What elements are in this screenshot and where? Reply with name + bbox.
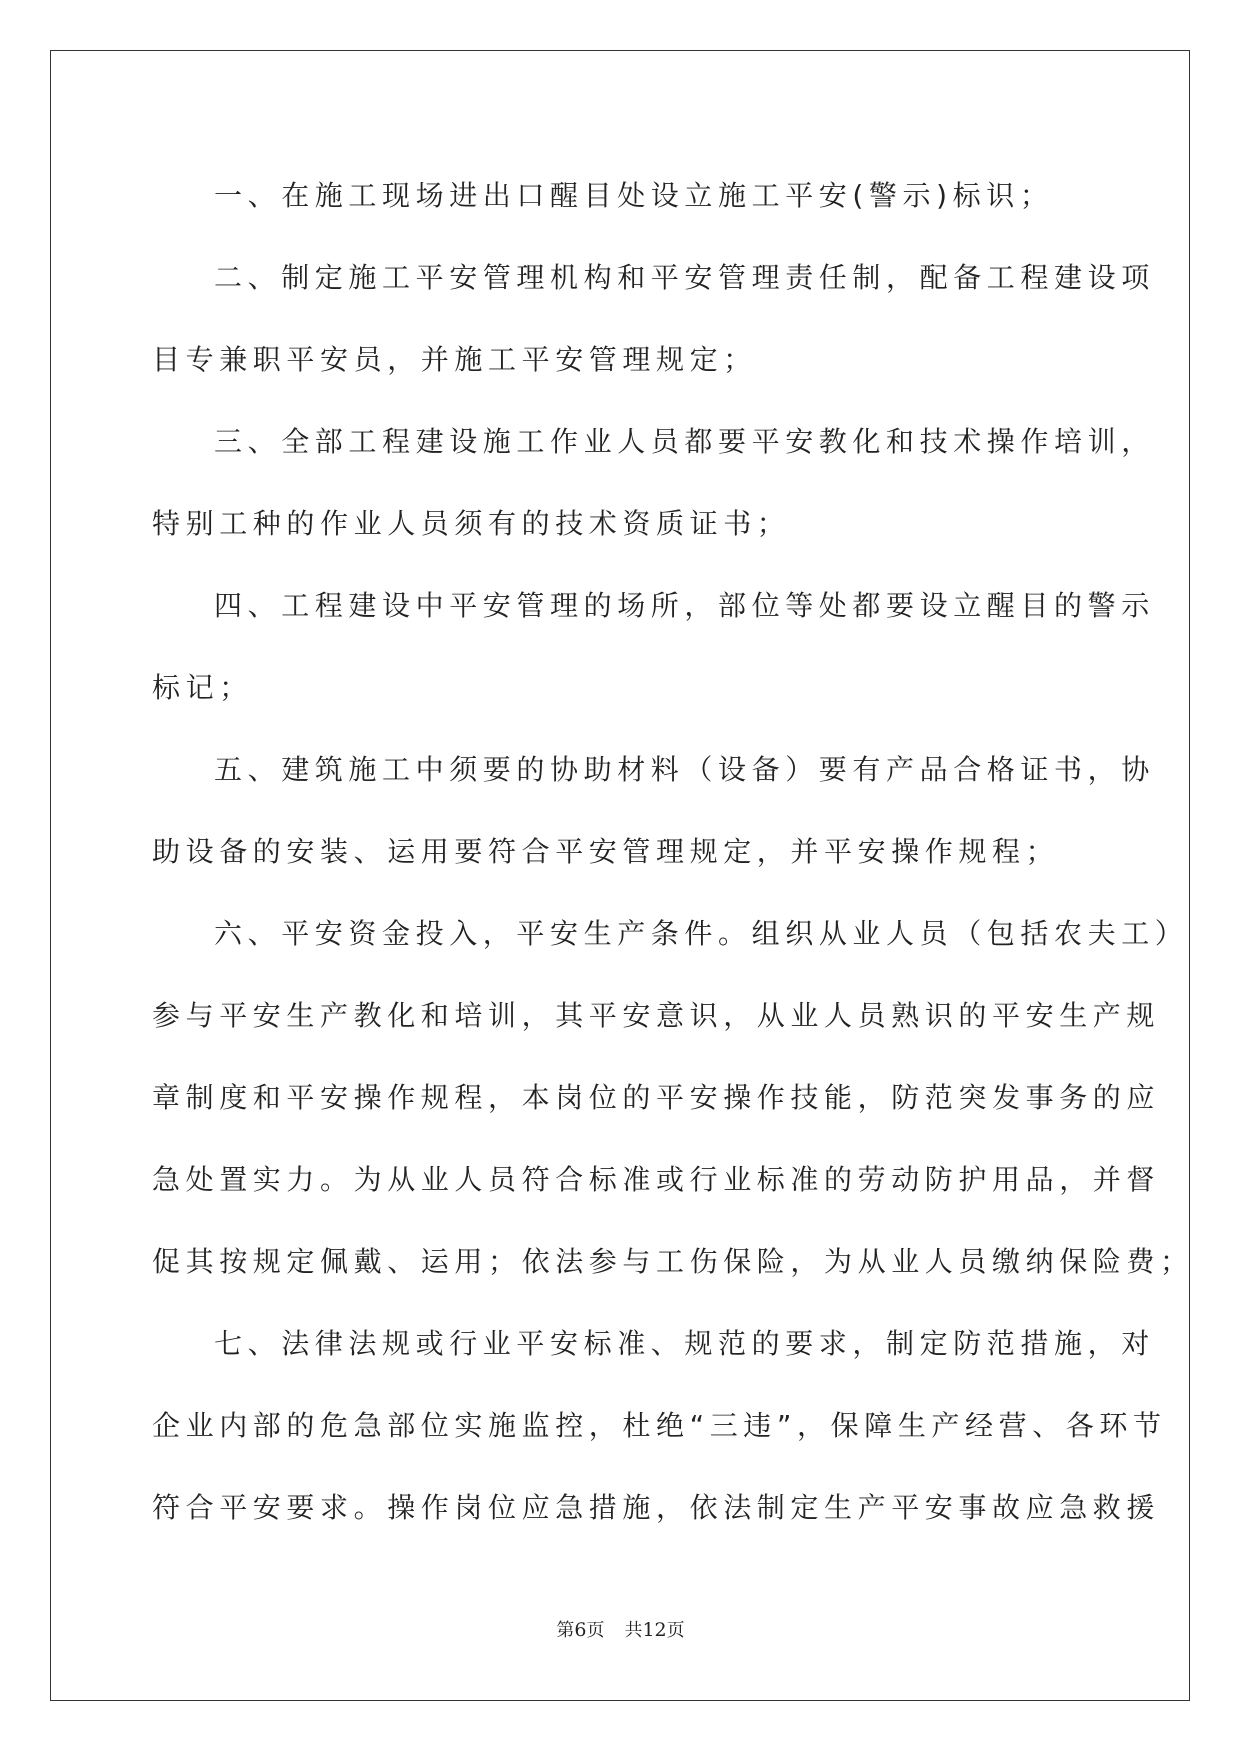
text-line-6: 四、工程建设中平安管理的场所，部位等处都要设立醒目的警示 bbox=[214, 589, 1155, 622]
text-line-8: 五、建筑施工中须要的协助材料（设备）要有产品合格证书，协 bbox=[214, 753, 1155, 786]
text-line-9: 助设备的安装、运用要符合平安管理规定，并平安操作规程； bbox=[152, 835, 1060, 868]
text-line-5: 特别工种的作业人员须有的技术资质证书； bbox=[152, 507, 791, 540]
page-label-prefix: 第 bbox=[556, 1620, 575, 1641]
text-line-13: 急处置实力。为从业人员符合标准或行业标准的劳动防护用品，并督 bbox=[152, 1163, 1161, 1196]
text-line-1: 一、在施工现场进出口醒目处设立施工平安(警示)标识； bbox=[214, 179, 1054, 212]
text-line-12: 章制度和平安操作规程，本岗位的平安操作技能，防范突发事务的应 bbox=[152, 1081, 1161, 1114]
text-line-17: 符合平安要求。操作岗位应急措施，依法制定生产平安事故应急救援 bbox=[152, 1491, 1161, 1524]
text-line-7: 标记； bbox=[152, 671, 253, 704]
total-label-suffix: 页 bbox=[666, 1620, 685, 1641]
total-label-prefix: 共 bbox=[624, 1620, 643, 1641]
current-page-number: 6 bbox=[574, 1619, 587, 1641]
text-line-16: 企业内部的危急部位实施监控，杜绝“三违”，保障生产经营、各环节 bbox=[152, 1409, 1167, 1442]
document-body bbox=[152, 162, 1194, 1556]
page-footer bbox=[0, 1616, 1241, 1642]
text-line-2: 二、制定施工平安管理机构和平安管理责任制，配备工程建设项 bbox=[214, 261, 1155, 294]
text-line-11: 参与平安生产教化和培训，其平安意识，从业人员熟识的平安生产规 bbox=[152, 999, 1161, 1032]
text-line-14: 促其按规定佩戴、运用；依法参与工伤保险，为从业人员缴纳保险费； bbox=[152, 1245, 1194, 1278]
text-line-10: 六、平安资金投入，平安生产条件。组织从业人员（包括农夫工） bbox=[214, 917, 1189, 950]
total-pages-number: 12 bbox=[642, 1619, 667, 1641]
text-line-3: 目专兼职平安员，并施工平安管理规定； bbox=[152, 343, 757, 376]
page-label-suffix: 页 bbox=[586, 1620, 605, 1641]
text-line-15: 七、法律法规或行业平安标准、规范的要求，制定防范措施，对 bbox=[214, 1327, 1155, 1360]
text-line-4: 三、全部工程建设施工作业人员都要平安教化和技术操作培训， bbox=[214, 425, 1155, 458]
